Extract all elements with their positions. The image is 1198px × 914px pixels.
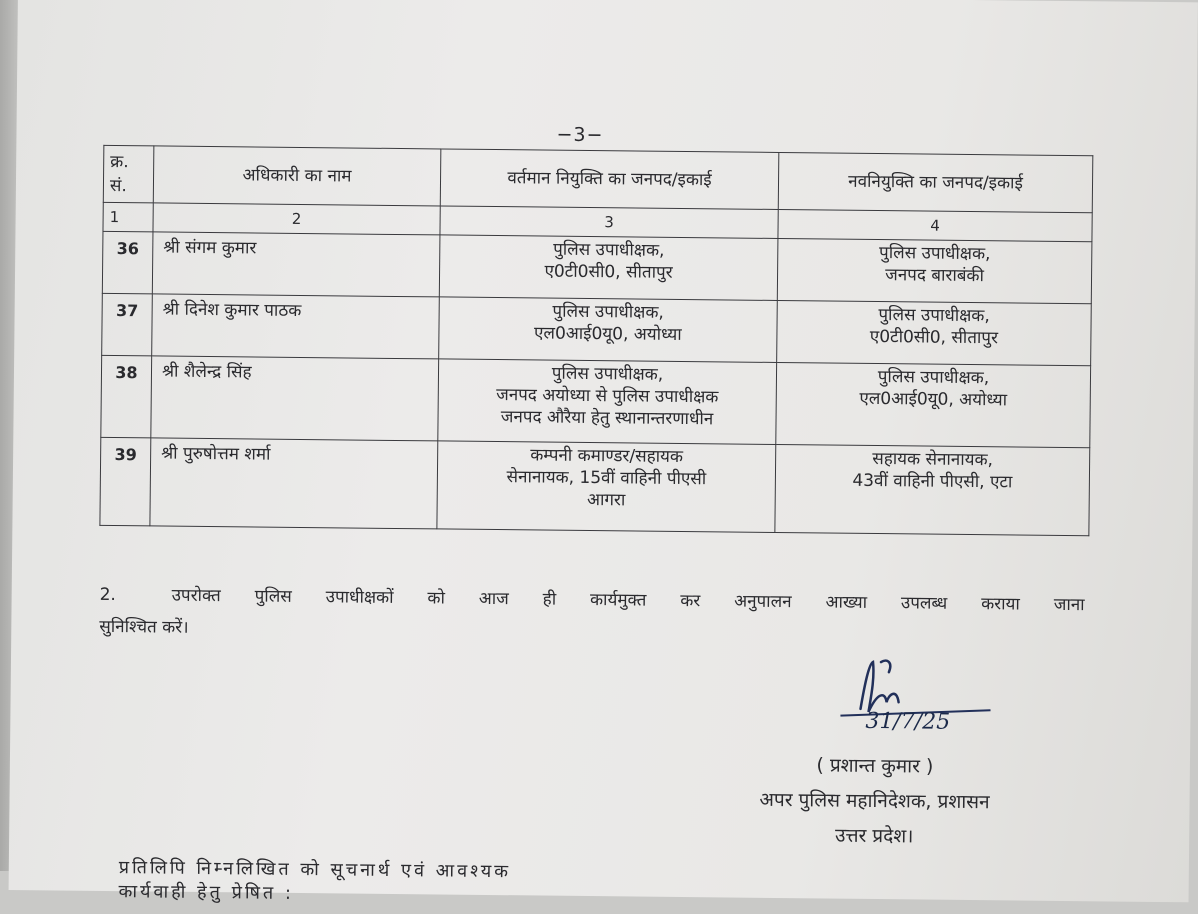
signatory-state: उत्तर प्रदेश।: [834, 824, 914, 848]
col-number: 3: [440, 206, 778, 239]
new-posting-line: पुलिस उपाधीक्षक,: [877, 367, 990, 389]
paragraph-number: 2.: [99, 584, 117, 606]
current-posting-line: सेनानायक, 15वीं वाहिनी पीएसी: [506, 467, 707, 490]
signatory-name: ( प्रशान्त कुमार ): [816, 754, 934, 778]
current-posting-line: आगरा: [586, 489, 626, 511]
current-posting-line: पुलिस उपाधीक्षक,: [552, 301, 664, 323]
header-serial-bottom: सं.: [109, 175, 127, 197]
header-serial-top: क्र.: [110, 151, 129, 173]
page-number: −3−: [556, 123, 604, 147]
officer-name: श्री संगम कुमार: [152, 232, 440, 297]
serial-number: 36: [102, 231, 153, 294]
new-posting: [777, 300, 1092, 365]
current-posting-line: पुलिस उपाधीक्षक,: [551, 363, 664, 385]
new-posting: [777, 238, 1092, 303]
new-posting: [775, 444, 1090, 535]
signatory-designation: अपर पुलिस महानिदेशक, प्रशासन: [759, 788, 990, 814]
signatory-block: [699, 747, 1050, 856]
table-row: [102, 231, 1092, 303]
table-header-row: [103, 145, 1093, 212]
officer-name: श्री पुरुषोत्तम शर्मा: [150, 438, 438, 529]
header-serial: [103, 145, 154, 203]
new-posting-line: एल0आई0यू0, अयोध्या: [859, 388, 1008, 411]
new-posting-line: जनपद बाराबंकी: [885, 265, 985, 287]
new-posting: [776, 362, 1091, 447]
current-posting-line: जनपद अयोध्या से पुलिस उपाधीक्षक: [496, 385, 719, 408]
current-posting: [439, 235, 778, 301]
new-posting-line: पुलिस उपाधीक्षक,: [879, 243, 991, 265]
instruction-paragraph: [99, 579, 1085, 653]
serial-number: 38: [101, 355, 152, 438]
officer-name: श्री शैलेन्द्र सिंह: [151, 356, 439, 441]
current-posting-line: कम्पनी कमाण्डर/सहायक: [530, 445, 684, 467]
paragraph-text: उपरोक्त पुलिस उपाधीक्षकों को आज ही कार्यमुक्त कर अनुपालन आख्या उपलब्ध कराया जाना: [171, 585, 1085, 616]
new-posting-line: ए0टी0सी0, सीतापुर: [869, 326, 999, 349]
table-row: [100, 437, 1090, 535]
cut-off-copy-line: [118, 849, 559, 904]
paragraph-line-2: सुनिश्चित करें।: [99, 616, 189, 638]
current-posting-line: एल0आई0यू0, अयोध्या: [533, 323, 682, 345]
header-current-posting: वर्तमान नियुक्ति का जनपद/इकाई: [440, 149, 779, 210]
serial-number: 37: [102, 293, 153, 356]
new-posting-line: सहायक सेनानायक,: [872, 448, 994, 471]
col-number: 1: [103, 202, 153, 232]
serial-number: 39: [100, 437, 151, 526]
signature-date: 31/7/25: [865, 708, 951, 735]
col-number: 4: [778, 209, 1092, 241]
header-officer-name: अधिकारी का नाम: [153, 146, 441, 206]
current-posting: [438, 359, 777, 445]
new-posting-line: 43वीं वाहिनी पीएसी, एटा: [852, 470, 1013, 493]
document-page: [9, 0, 1198, 902]
current-posting-line: ए0टी0सी0, सीतापुर: [544, 261, 673, 283]
col-number: 2: [153, 203, 440, 235]
header-new-posting: नवनियुक्ति का जनपद/इकाई: [778, 152, 1093, 212]
current-posting: [437, 441, 776, 533]
current-posting-line: पुलिस उपाधीक्षक,: [553, 239, 665, 261]
table-row: [101, 355, 1091, 447]
officer-name: श्री दिनेश कुमार पाठक: [152, 294, 440, 359]
current-posting-line: जनपद औरैया हेतु स्थानान्तरणाधीन: [500, 407, 714, 430]
cut-off-text: प्रतिलिपि निम्नलिखित को सूचनार्थ एवं आवश्यक कार्यवाही हेतु प्रेषित :: [118, 857, 512, 904]
new-posting-line: पुलिस उपाधीक्षक,: [878, 305, 990, 327]
current-posting: [439, 297, 778, 363]
transfer-table: [99, 145, 1093, 536]
table-row: [102, 293, 1092, 365]
